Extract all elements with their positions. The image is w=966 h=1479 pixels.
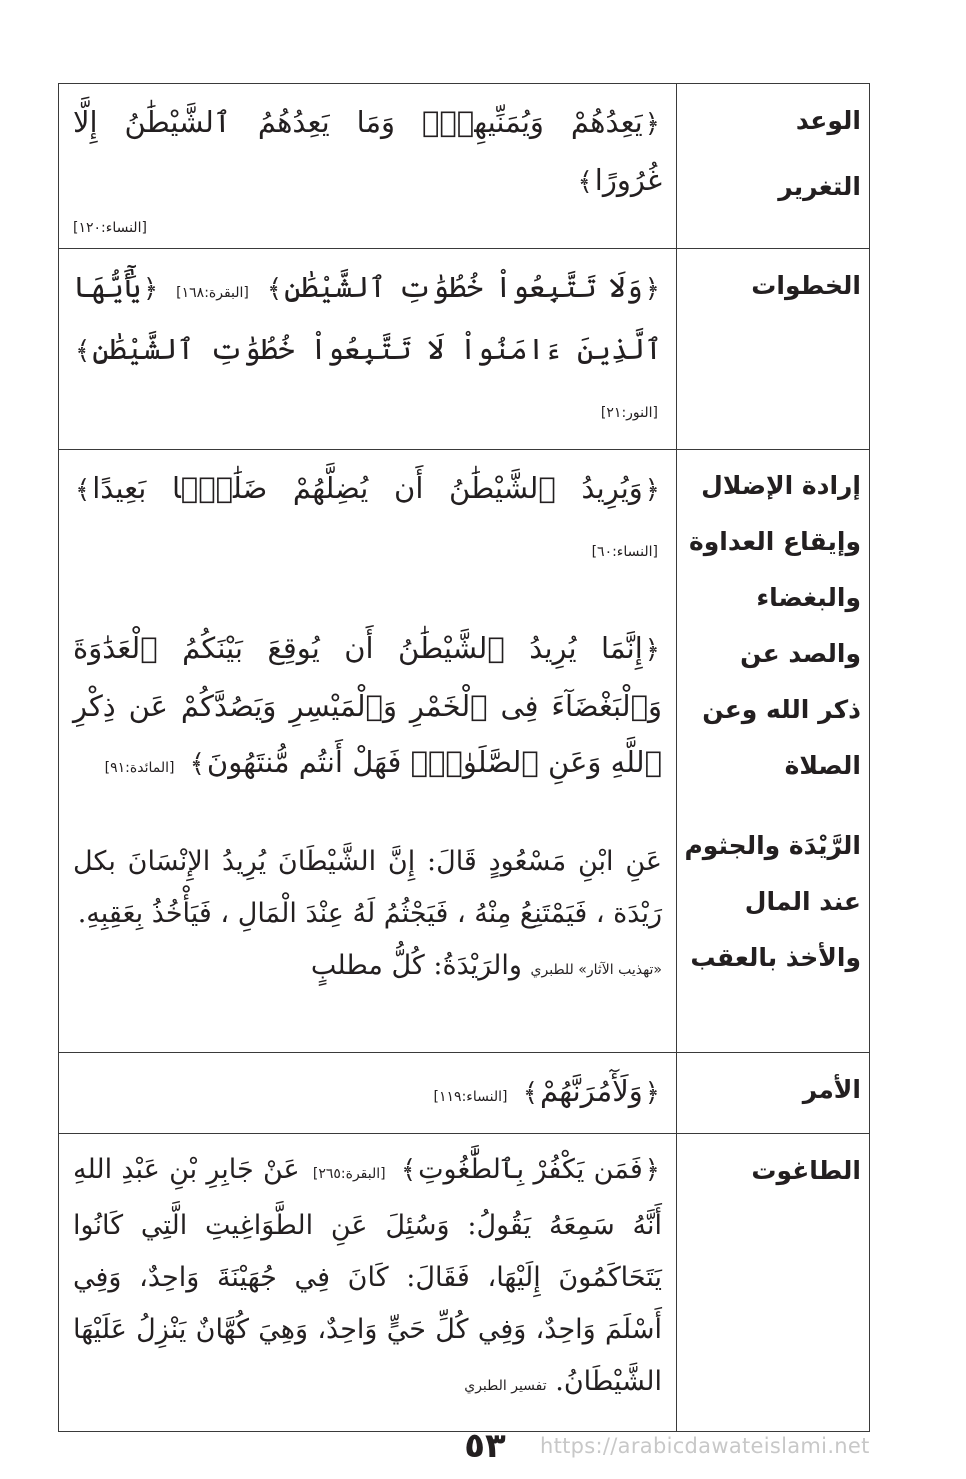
bracket-close-icon: ﴾ bbox=[522, 1078, 538, 1108]
bracket-open-icon: ﴿ bbox=[644, 274, 661, 304]
bracket-close-icon: ﴾ bbox=[400, 1155, 417, 1185]
hadith-text bbox=[73, 1144, 662, 1412]
verse-reference: [النساء:٦٠] bbox=[591, 544, 658, 560]
label-line: الأمر bbox=[802, 1075, 861, 1104]
row-content bbox=[59, 1134, 677, 1432]
label-line: التغرير bbox=[778, 172, 861, 201]
row-content bbox=[59, 1053, 677, 1134]
quran-verse bbox=[73, 1063, 662, 1125]
label-line: الطاغوت bbox=[751, 1156, 861, 1185]
content-table bbox=[58, 83, 870, 1432]
label-line bbox=[683, 150, 861, 158]
row-content bbox=[59, 450, 677, 1053]
verse-text: وَيُرِيدُ ٱلشَّيْطَٰنُ أَن يُضِلَّهُمْ ضَلَٰلًۢا بَعِيدًا bbox=[92, 471, 643, 505]
verse-reference: [المائدة:٩١] bbox=[104, 760, 175, 776]
row-label bbox=[677, 450, 870, 1053]
hadith-source: «تهذيب الآثار» للطبري bbox=[530, 962, 662, 978]
bracket-close-icon: ﴾ bbox=[577, 167, 593, 197]
hadith-body: عَنِ ابْنِ مَسْعُودٍ قَالَ: إِنَّ الشَّيْطَانَ يُرِيدُ الإِنْسَانَ بكل رَيْدَة ، فَيَمْتَنِعُ مِنْهُ ، فَيَجْثُمُ لَهُ عِنْدَ الْمَالِ ، فَيَأْخُذُ بِعَقِبِهِ. bbox=[73, 846, 662, 929]
verse-reference: [البقرة:٢٦٥] bbox=[312, 1166, 386, 1182]
row-label bbox=[677, 1053, 870, 1134]
verse-text: وَلَا تَتَّبِعُواْ خُطُوَٰتِ ٱلشَّيْطَٰنِ bbox=[284, 270, 643, 304]
label-line: الرَّيْدَة والجثوم bbox=[684, 831, 861, 860]
verse-reference: [النور:٢١] bbox=[600, 405, 658, 421]
label-line: والأخذ بالعقب bbox=[690, 943, 861, 972]
hadith-source: تفسير الطبري bbox=[464, 1378, 547, 1394]
quran-verse bbox=[73, 460, 662, 580]
spacer bbox=[73, 580, 662, 620]
row-label bbox=[677, 249, 870, 450]
table-row bbox=[59, 1134, 870, 1432]
bracket-open-icon: ﴿ bbox=[142, 274, 159, 304]
label-line: ذكر الله وعن bbox=[702, 695, 861, 724]
page-number: ٥٣ bbox=[464, 1426, 506, 1466]
bracket-close-icon: ﴾ bbox=[75, 475, 91, 505]
verse-text: يَعِدُهُمْ وَيُمَنِّيهِمْۖ وَمَا يَعِدُهُمُ ٱلشَّيْطَٰنُ إِلَّا غُرُورًا bbox=[73, 105, 662, 197]
label-line bbox=[683, 794, 861, 818]
bracket-close-icon: ﴾ bbox=[75, 336, 91, 366]
bracket-open-icon: ﴿ bbox=[644, 1155, 660, 1185]
row-content bbox=[59, 84, 677, 249]
bracket-open-icon: ﴿ bbox=[644, 109, 660, 139]
verse-text: إِنَّمَا يُرِيدُ ٱلشَّيْطَٰنُ أَن يُوقِعَ بَيْنَكُمُ ٱلْعَدَٰوَةَ وَٱلْبَغْضَآءَ فِى ٱلْخَمْرِ وَٱلْمَيْسِرِ وَيَصُدَّكُمْ عَن ذِكْرِ ٱللَّهِ وَعَنِ ٱلصَّلَوٰةِۖ فَهَلْ أَنتُم مُّنتَهُونَ bbox=[73, 631, 662, 779]
quran-verse bbox=[73, 259, 662, 441]
table-row bbox=[59, 1053, 870, 1134]
verse-reference: [النساء:١٢٠] bbox=[73, 220, 147, 236]
bracket-open-icon: ﴿ bbox=[644, 1078, 660, 1108]
bracket-close-icon: ﴾ bbox=[266, 274, 283, 304]
verse-reference: [النساء:١١٩] bbox=[433, 1089, 508, 1105]
bracket-close-icon: ﴾ bbox=[189, 749, 205, 779]
row-content bbox=[59, 249, 677, 450]
verse-text: فَمَن يَكْفُرْ بِٱلطَّٰغُوتِ bbox=[418, 1154, 643, 1185]
spacer bbox=[73, 796, 662, 836]
hadith-body: عَنْ جَابِرِ بْنِ عَبْدِ اللهِ أَنَّهُ سَمِعَهُ يَقُولُ: وَسُئِلَ عَنِ الطَّوَاغِيتِ الَّتِي كَانُوا يَتَحَاكَمُونَ إِلَيْهَا، فَقَالَ: كَانَ فِي جُهَيْنَةَ وَاحِدٌ، وَفِي أَسْلَمَ وَاحِدٌ، وَفِي كُلِّ حَيٍّ وَاحِدٌ، وَهِيَ كُهَّانٌ يَنْزِلُ عَلَيْهَا الشَّيْطَانُ. bbox=[73, 1154, 662, 1397]
label-line: والصد عن bbox=[740, 639, 861, 668]
row-label bbox=[677, 84, 870, 249]
label-line: وإيقاع العداوة bbox=[688, 527, 861, 556]
quran-verse bbox=[73, 94, 662, 210]
website-url[interactable]: https://arabicdawateislami.net bbox=[540, 1434, 870, 1458]
label-line: والبغضاء bbox=[756, 583, 861, 612]
table-row bbox=[59, 84, 870, 249]
row-label bbox=[677, 1134, 870, 1432]
label-line: إرادة الإضلال bbox=[701, 471, 861, 500]
label-line: الصلاة bbox=[784, 751, 861, 780]
label-line: الخطوات bbox=[751, 271, 861, 300]
label-line: الوعد bbox=[795, 106, 861, 135]
table-row bbox=[59, 450, 870, 1053]
hadith-note: والرَيْدَةُ: كُلُّ مطلبٍ bbox=[310, 950, 522, 981]
label-line: عند المال bbox=[744, 887, 861, 916]
verse-text: وَلَأٓمُرَنَّهُمْ bbox=[539, 1074, 643, 1108]
verse-text: يَٰٓأَيُّهَا ٱلَّذِينَ ءَامَنُواْ لَا تَتَّبِعُواْ خُطُوَٰتِ ٱلشَّيْطَٰنِ bbox=[73, 270, 662, 366]
bracket-open-icon: ﴿ bbox=[644, 475, 660, 505]
hadith-text bbox=[73, 836, 662, 996]
bracket-open-icon: ﴿ bbox=[644, 635, 660, 665]
table-row bbox=[59, 249, 870, 450]
verse-reference: [البقرة:١٦٨] bbox=[176, 285, 249, 301]
quran-verse bbox=[73, 620, 662, 796]
